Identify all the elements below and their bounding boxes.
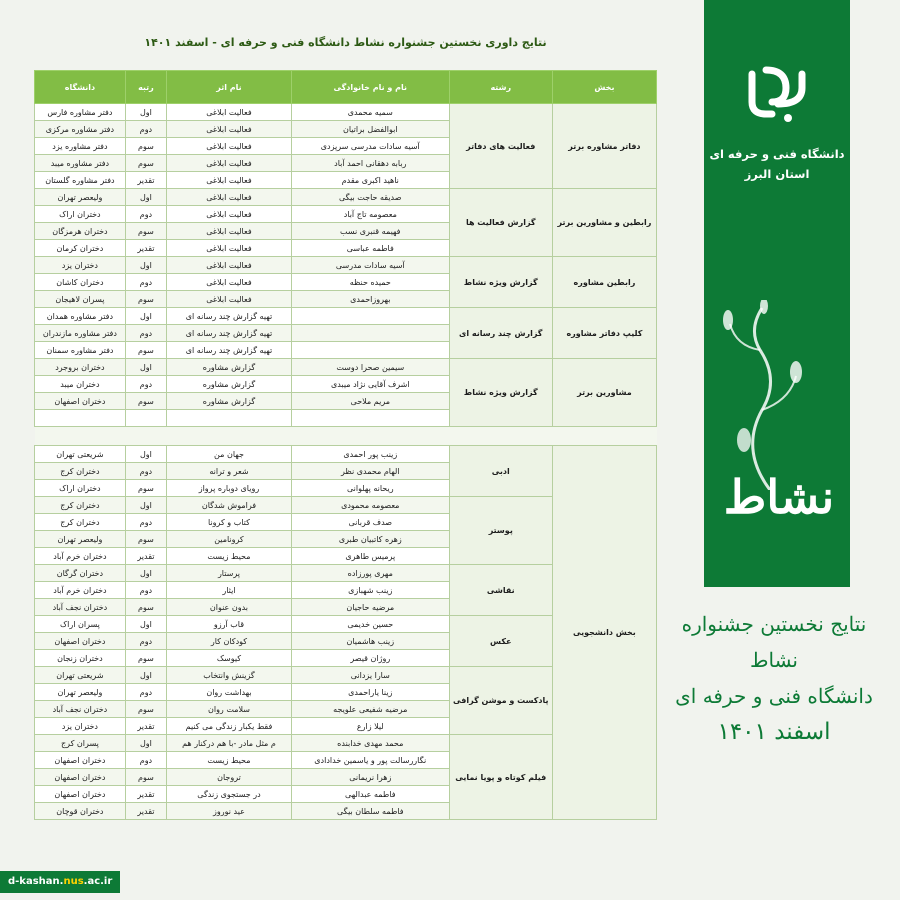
college-cell: دختران یزد [35,257,126,274]
rank-cell: اول [125,565,166,582]
work-cell: فعالیت ابلاغی [167,155,292,172]
results-table-container [34,70,657,862]
name-cell: زینب شهبازی [291,582,449,599]
field-cell: گزارش ویژه نشاط [449,359,552,427]
college-cell: دختران اصفهان [35,752,126,769]
promo-text-block [660,606,888,750]
name-cell: فاطمه عباسی [291,240,449,257]
table-gap-row [35,427,657,446]
rank-cell: اول [125,359,166,376]
table-row [35,308,657,325]
work-cell: فعالیت ابلاغی [167,104,292,121]
rank-cell: دوم [125,376,166,393]
name-cell [291,325,449,342]
name-cell: محمد مهدی خدابنده [291,735,449,752]
rank-cell: اول [125,308,166,325]
work-cell: فعالیت ابلاغی [167,138,292,155]
table-row [35,104,657,121]
section-cell: رابطین و مشاورین برتر [552,189,656,257]
rank-cell: اول [125,667,166,684]
name-cell: بهروزاحمدی [291,291,449,308]
footer-url-prefix: d-kashan. [8,876,64,887]
section-cell: بخش دانشجویی [552,446,656,820]
name-cell: الهام محمدی نظر [291,463,449,480]
work-cell: کودکان کار [167,633,292,650]
field-cell: فعالیت های دفاتر [449,104,552,189]
field-cell: پوستر [449,497,552,565]
work-cell: کتاب و کرونا [167,514,292,531]
rank-cell: دوم [125,121,166,138]
work-cell: فعالیت ابلاغی [167,223,292,240]
work-cell: تهیه گزارش چند رسانه ای [167,308,292,325]
table-row [35,446,657,463]
field-cell: فیلم کوتاه و پویا نمایی [449,735,552,820]
college-cell: دختران کرمان [35,240,126,257]
work-cell: فعالیت ابلاغی [167,257,292,274]
section-cell: دفاتر مشاوره برتر [552,104,656,189]
promo-line-2: دانشگاه فنی و حرفه ای [675,684,873,708]
work-cell: در جستجوی زندگی [167,786,292,803]
name-cell: حمیده حنظه [291,274,449,291]
work-cell: گزارش مشاوره [167,393,292,410]
section-cell: مشاورین برتر [552,359,656,427]
header-rank: رتبه [125,71,166,104]
college-cell: دختران گرگان [35,565,126,582]
rank-cell: اول [125,257,166,274]
footer-url-highlight: nus [63,876,84,887]
name-cell: مرضیه حاجیان [291,599,449,616]
work-cell: قاب آرزو [167,616,292,633]
college-cell: شریعتی تهران [35,667,126,684]
college-cell: دختران خرم آباد [35,548,126,565]
header-name: نام و نام خانوادگی [291,71,449,104]
college-cell: دفتر مشاوره یزد [35,138,126,155]
rank-cell: دوم [125,633,166,650]
rank-cell: تقدیر [125,786,166,803]
college-cell: دختران کاشان [35,274,126,291]
rank-cell: اول [125,735,166,752]
name-cell: فهیمه قنبری نسب [291,223,449,240]
work-cell: گزارش مشاوره [167,376,292,393]
work-cell: محیط زیست [167,548,292,565]
work-cell: فعالیت ابلاغی [167,121,292,138]
page-title: نتایج داوری نخستین جشنواره نشاط دانشگاه فنی و حرفه ای - اسفند ۱۴۰۱ [144,36,547,49]
rank-cell [125,410,166,427]
college-cell: دختران زنجان [35,650,126,667]
work-cell: فعالیت ابلاغی [167,240,292,257]
college-cell: دختران هرمزگان [35,223,126,240]
name-cell: مهری پورزاده [291,565,449,582]
footer-url-badge[interactable] [0,871,120,893]
college-cell: دختران خرم آباد [35,582,126,599]
college-cell: دختران اراک [35,206,126,223]
name-cell: سیمین صحرا دوست [291,359,449,376]
rank-cell: سوم [125,155,166,172]
name-cell: آسیه سادات مدرسی سرپزدی [291,138,449,155]
work-cell: سلامت روان [167,701,292,718]
college-cell: دختران کرج [35,497,126,514]
field-cell: پادکست و موشن گرافی [449,667,552,735]
name-cell: نگاررسالت پور و یاسمین خدادادی [291,752,449,769]
college-cell: دختران اصفهان [35,393,126,410]
rank-cell: سوم [125,138,166,155]
header-work: نام اثر [167,71,292,104]
college-cell: دختران اصفهان [35,786,126,803]
college-cell: دفتر مشاوره گلستان [35,172,126,189]
college-cell: دختران کرج [35,514,126,531]
side-banner [704,0,850,587]
work-cell: گزارش مشاوره [167,359,292,376]
college-cell: دفتر مشاوره میبد [35,155,126,172]
college-cell: پسران لاهیجان [35,291,126,308]
name-cell: زهرا نریمانی [291,769,449,786]
field-cell: گزارش چند رسانه ای [449,308,552,359]
college-cell: دفتر مشاوره مازندران [35,325,126,342]
rank-cell: دوم [125,752,166,769]
name-cell: زینب پور احمدی [291,446,449,463]
name-cell: فاطمه سلطان بیگی [291,803,449,820]
field-cell: عکس [449,616,552,667]
name-cell: آسیه سادات مدرسی [291,257,449,274]
rank-cell: سوم [125,342,166,359]
work-cell: تهیه گزارش چند رسانه ای [167,342,292,359]
vine-decoration-icon [700,300,810,490]
college-cell: دختران نجف آباد [35,701,126,718]
work-cell: شعر و ترانه [167,463,292,480]
college-cell: دفتر مشاوره فارس [35,104,126,121]
rank-cell: تقدیر [125,240,166,257]
work-cell: عید نوروز [167,803,292,820]
section-cell: کلیپ دفاتر مشاوره [552,308,656,359]
field-cell: گزارش ویژه نشاط [449,257,552,308]
rank-cell: سوم [125,223,166,240]
work-cell: کرونامین [167,531,292,548]
name-cell: لیلا زارع [291,718,449,735]
rank-cell: سوم [125,393,166,410]
work-cell: بدون عنوان [167,599,292,616]
college-cell: دختران بروجرد [35,359,126,376]
work-cell: بهداشت روان [167,684,292,701]
work-cell: فعالیت ابلاغی [167,189,292,206]
table-row [35,257,657,274]
work-cell: فراموش شدگان [167,497,292,514]
name-cell: معصومه تاج آباد [291,206,449,223]
name-cell: ربابه دهقانی احمد آباد [291,155,449,172]
college-cell: دختران نجف آباد [35,599,126,616]
results-table [34,70,657,820]
rank-cell: سوم [125,480,166,497]
field-cell: نقاشی [449,565,552,616]
header-field: رشته [449,71,552,104]
name-cell: اشرف آقایی نژاد میبدی [291,376,449,393]
college-cell: ولیعصر تهران [35,684,126,701]
college-cell: شریعتی تهران [35,446,126,463]
rank-cell: سوم [125,531,166,548]
festival-brand-text: نشاط [723,470,835,524]
name-cell: فاطمه عبدالهی [291,786,449,803]
college-cell: دفتر مشاوره سمنان [35,342,126,359]
rank-cell: سوم [125,650,166,667]
table-row [35,189,657,206]
section-cell: رابطین مشاوره [552,257,656,308]
promo-line-1: نتایج نخستین جشنواره نشاط [681,612,867,672]
university-name [704,144,850,184]
rank-cell: اول [125,189,166,206]
name-cell [291,342,449,359]
name-cell: روژان قیصر [291,650,449,667]
table-row [35,359,657,376]
name-cell: زهره کاتبیان طبری [291,531,449,548]
header-section: بخش [552,71,656,104]
rank-cell: تقدیر [125,548,166,565]
rank-cell: دوم [125,684,166,701]
work-cell: فعالیت ابلاغی [167,206,292,223]
rank-cell: دوم [125,582,166,599]
name-cell: ریحانه پهلوانی [291,480,449,497]
name-cell: سارا یزدانی [291,667,449,684]
rank-cell: سوم [125,701,166,718]
name-cell: ناهید اکبری مقدم [291,172,449,189]
university-name-line2: استان البرز [744,167,810,181]
field-cell: ادبی [449,446,552,497]
name-cell: زینا یاراحمدی [291,684,449,701]
work-cell: فعالیت ابلاغی [167,274,292,291]
college-cell: ولیعصر تهران [35,531,126,548]
name-cell: مرضیه شفیعی علویجه [291,701,449,718]
college-cell: دفتر مشاوره مرکزی [35,121,126,138]
name-cell: صدیقه حاجت بیگی [291,189,449,206]
work-cell: م مثل مادر -با هم درکنار هم [167,735,292,752]
name-cell [291,308,449,325]
college-cell: دختران قوچان [35,803,126,820]
college-cell: دختران میبد [35,376,126,393]
rank-cell: دوم [125,274,166,291]
rank-cell: سوم [125,599,166,616]
university-logo-icon [742,62,812,132]
rank-cell: اول [125,497,166,514]
work-cell: فعالیت ابلاغی [167,291,292,308]
name-cell: ابوالفضل براتیان [291,121,449,138]
college-cell: دختران کرج [35,463,126,480]
work-cell: تهیه گزارش چند رسانه ای [167,325,292,342]
work-cell: فعالیت ابلاغی [167,172,292,189]
work-cell: پرستار [167,565,292,582]
name-cell: پرمیس طاهری [291,548,449,565]
work-cell: گزینش وانتخاب [167,667,292,684]
rank-cell: اول [125,446,166,463]
college-cell [35,410,126,427]
college-cell: دختران اصفهان [35,769,126,786]
name-cell: صدف قربانی [291,514,449,531]
university-name-line1: دانشگاه فنی و حرفه ای [709,147,845,161]
work-cell [167,410,292,427]
field-cell: گزارش فعالیت ها [449,189,552,257]
name-cell: مریم ملاحی [291,393,449,410]
work-cell: جهان من [167,446,292,463]
college-cell: ولیعصر تهران [35,189,126,206]
rank-cell: تقدیر [125,803,166,820]
header-college: دانشگاه [35,71,126,104]
college-cell: پسران اراک [35,616,126,633]
college-cell: دختران یزد [35,718,126,735]
work-cell: تروجان [167,769,292,786]
promo-line-3: اسفند ۱۴۰۱ [717,719,831,745]
name-cell: زینب هاشمیان [291,633,449,650]
work-cell: فقط یکبار زندگی می کنیم [167,718,292,735]
work-cell: رویای دوباره پرواز [167,480,292,497]
rank-cell: دوم [125,325,166,342]
college-cell: دفتر مشاوره همدان [35,308,126,325]
rank-cell: اول [125,616,166,633]
name-cell: سمیه محمدی [291,104,449,121]
rank-cell: دوم [125,514,166,531]
rank-cell: تقدیر [125,172,166,189]
work-cell: کیوسک [167,650,292,667]
college-cell: پسران کرج [35,735,126,752]
work-cell: ایثار [167,582,292,599]
gap-cell [35,427,657,446]
rank-cell: اول [125,104,166,121]
work-cell: محیط زیست [167,752,292,769]
rank-cell: سوم [125,291,166,308]
rank-cell: تقدیر [125,718,166,735]
name-cell [291,410,449,427]
table-header-row [35,71,657,104]
college-cell: دختران اراک [35,480,126,497]
rank-cell: دوم [125,463,166,480]
college-cell: دختران اصفهان [35,633,126,650]
name-cell: معصومه محمودی [291,497,449,514]
rank-cell: سوم [125,769,166,786]
name-cell: حسین خدیمی [291,616,449,633]
rank-cell: دوم [125,206,166,223]
footer-url-suffix: .ac.ir [83,876,113,887]
